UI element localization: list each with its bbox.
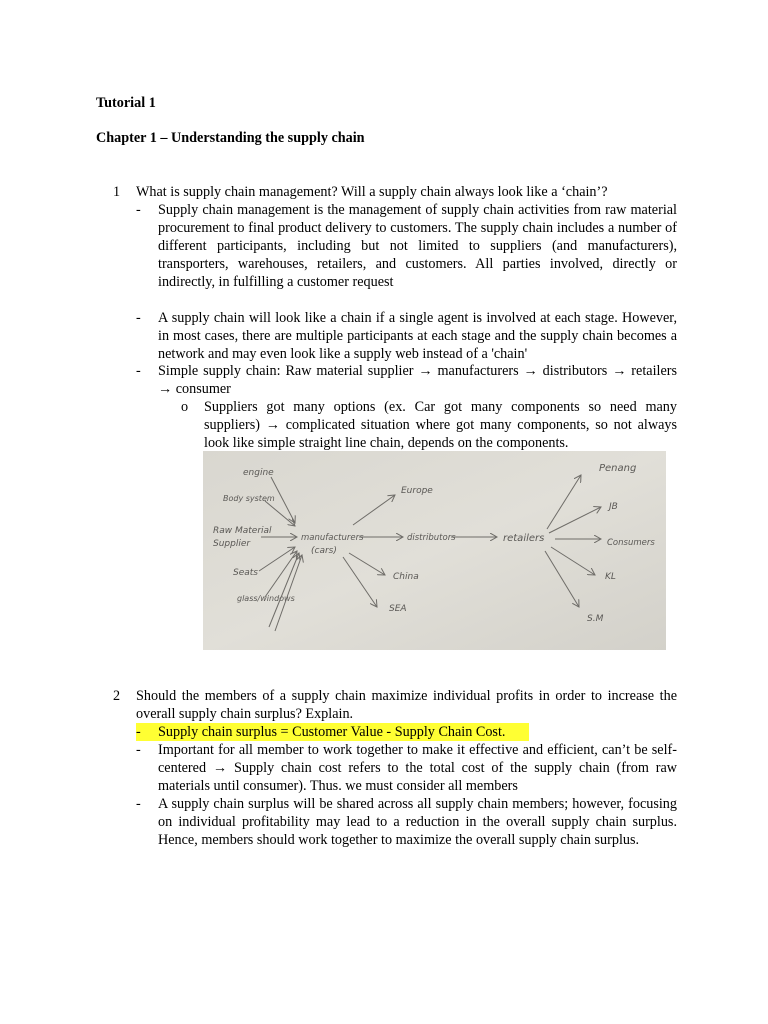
q1-answer-simple-chain: Simple supply chain: Raw material supplier → manufacturers → distributors → retailers → consumer bbox=[158, 363, 677, 397]
supply-chain-sketch bbox=[203, 451, 666, 650]
page-title: Tutorial 1 bbox=[96, 95, 156, 111]
sketch-label-europe: Europe bbox=[401, 486, 433, 496]
sketch-label-sm: S.M bbox=[587, 614, 604, 624]
chapter-heading: Chapter 1 – Understanding the supply chain bbox=[96, 130, 365, 146]
sketch-label-china: China bbox=[393, 572, 419, 582]
bullet-marker: - bbox=[136, 796, 141, 812]
bullet-marker: - bbox=[136, 310, 141, 326]
sketch-label-glass: glass/windows bbox=[237, 594, 295, 603]
sketch-label-manufacturers: manufacturers bbox=[301, 533, 364, 543]
q1-answer-definition: Supply chain management is the management of supply chain activities from raw material procurement to final product delivery to customers. The supply chain includes a number of different participants, including but not limited to suppliers (and manufacturers), transporters, warehouses, retailers, and customers. All parties involved, directly or indirectly, in fulfilling a customer request bbox=[158, 202, 677, 290]
sketch-label-distributors: distributors bbox=[407, 533, 456, 543]
q2-number: 2 bbox=[113, 688, 121, 704]
bullet-marker: - bbox=[136, 202, 141, 218]
sketch-label-supplier: Supplier bbox=[213, 539, 251, 549]
highlighted-formula-line bbox=[136, 723, 529, 741]
sketch-label-cars: (cars) bbox=[311, 546, 337, 556]
bullet-marker: - bbox=[136, 742, 141, 758]
q2-answer-surplus-sharing: A supply chain surplus will be shared across all supply chain members; however, focusing on individual profitability may lead to a reduction in the overall supply chain surplus. Hence, members should work together to maximize the overall supply chain surplus. bbox=[158, 796, 677, 848]
sub-bullet-marker: o bbox=[181, 399, 189, 415]
bullet-marker: - bbox=[136, 724, 141, 740]
sketch-label-retailers: retailers bbox=[503, 533, 545, 544]
sketch-label-engine: engine bbox=[243, 468, 274, 478]
sketch-label-kl: KL bbox=[605, 572, 616, 582]
sketch-label-consumers: Consumers bbox=[607, 538, 655, 548]
bullet-marker: - bbox=[136, 363, 141, 379]
sketch-label-seats: Seats bbox=[233, 568, 258, 578]
q1-number: 1 bbox=[113, 184, 121, 200]
sketch-label-sea: SEA bbox=[389, 604, 407, 614]
q2-question: Should the members of a supply chain maximize individual profits in order to increase the overall supply chain surplus? Explain. bbox=[136, 688, 677, 722]
sketch-label-raw-material: Raw Material bbox=[213, 526, 272, 536]
q1-question: What is supply chain management? Will a supply chain always look like a ‘chain’? bbox=[136, 184, 608, 200]
q1-answer-network: A supply chain will look like a chain if a single agent is involved at each stage. However, in most cases, there are multiple participants at each stage and the supply chain becomes a network and may even look like a supply web instead of a 'chain' bbox=[158, 310, 677, 362]
q2-answer-formula: Supply chain surplus = Customer Value - Supply Chain Cost. bbox=[158, 724, 506, 740]
q2-answer-cooperation: Important for all member to work together to make it effective and efficient, can’t be self-centered → Supply chain cost refers to the total cost of the supply chain (from raw materials until consumer). Thus. we must consider all members bbox=[158, 742, 677, 794]
sketch-label-body-system: Body system bbox=[223, 494, 275, 503]
sketch-label-penang: Penang bbox=[599, 463, 637, 474]
sketch-label-jb: JB bbox=[609, 502, 618, 512]
q1-answer-suppliers: Suppliers got many options (ex. Car got many components so need many suppliers) → complicated situation where got many components, so not always look like simple straight line chain, depends on the components. bbox=[204, 399, 677, 451]
